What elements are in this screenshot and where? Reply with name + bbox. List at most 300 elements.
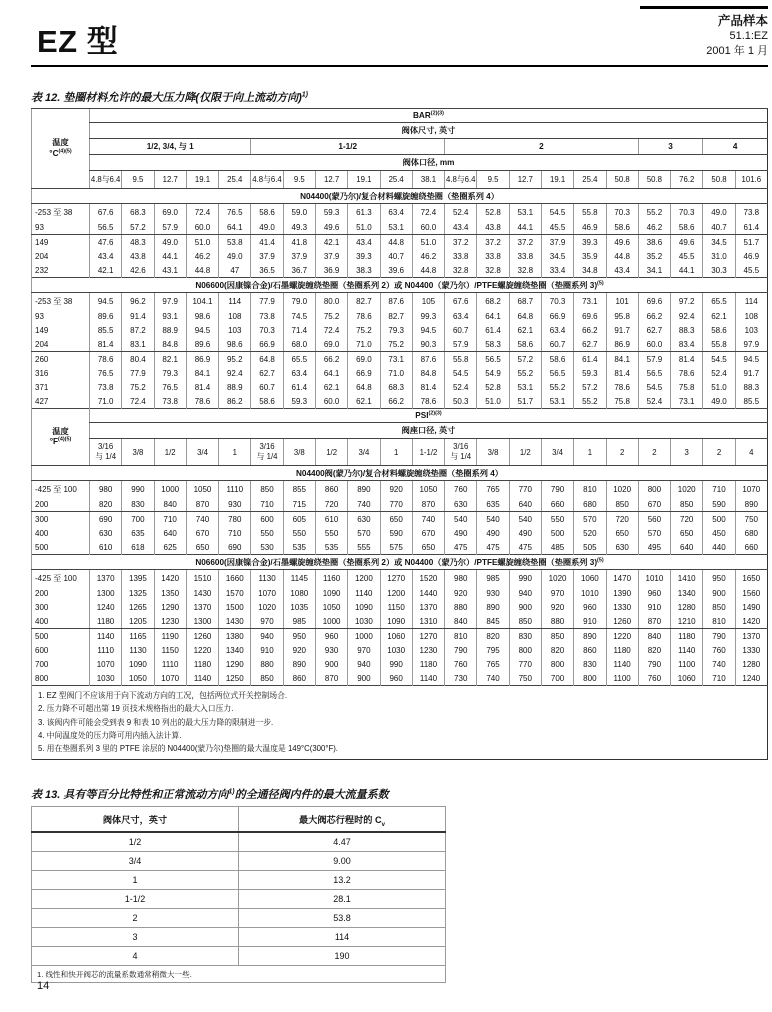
pressure-drop-value: 73.8 — [90, 380, 122, 394]
pressure-drop-value: 1100 — [606, 671, 638, 686]
temperature-cell: 93 — [32, 309, 90, 323]
pressure-drop-value: 1140 — [671, 643, 703, 657]
pressure-drop-value: 570 — [638, 526, 670, 540]
pressure-drop-value: 44.8 — [412, 263, 444, 278]
pressure-drop-value: 1470 — [606, 570, 638, 587]
pressure-drop-value: 105 — [412, 293, 444, 310]
pressure-drop-value: 900 — [315, 657, 347, 671]
pressure-drop-value: 64.1 — [477, 309, 509, 323]
pressure-drop-value: 970 — [348, 643, 380, 657]
pressure-drop-value: 1390 — [606, 586, 638, 600]
pressure-drop-value: 78.6 — [606, 380, 638, 394]
pressure-drop-value: 1370 — [412, 600, 444, 614]
pressure-drop-value: 57.9 — [154, 220, 186, 235]
size-column-value: 1 — [574, 439, 606, 466]
pressure-drop-value: 44.1 — [154, 249, 186, 263]
pressure-drop-value: 73.8 — [735, 204, 767, 221]
pressure-drop-value: 710 — [154, 512, 186, 527]
pressure-drop-value: 52.8 — [477, 204, 509, 221]
pressure-drop-value: 475 — [445, 540, 477, 555]
temperature-cell: -253 至 38 — [32, 293, 90, 310]
valve-size-cell: 1 — [32, 871, 239, 890]
pressure-drop-value: 700 — [122, 512, 154, 527]
gasket-section-header: N06600(因康镍合金)/石墨螺旋缠绕垫圈（垫圈系列 2）或 N04400（蒙乃尔）/PTFE螺旋缠绕垫圈（垫圈系列 3)$^{(5)}$ — [32, 278, 768, 293]
pressure-drop-value: 45.5 — [541, 220, 573, 235]
table-row — [32, 155, 768, 171]
table13-footnote-row — [32, 966, 446, 983]
pressure-drop-value: 1410 — [671, 570, 703, 587]
pressure-drop-value: 57.9 — [638, 352, 670, 367]
pressure-drop-value: 980 — [90, 481, 122, 498]
table-row — [32, 220, 768, 235]
pressure-drop-value: 1570 — [219, 586, 251, 600]
pressure-drop-value: 49.0 — [703, 394, 735, 409]
size-column-value: 19.1 — [541, 171, 573, 189]
pressure-drop-value: 640 — [509, 497, 541, 512]
pressure-drop-value: 910 — [251, 643, 283, 657]
size-column-value: 50.8 — [703, 171, 735, 189]
pressure-drop-value: 71.0 — [90, 394, 122, 409]
pressure-drop-value: 33.8 — [477, 249, 509, 263]
table13-row — [32, 947, 446, 966]
pressure-drop-value: 60.7 — [541, 337, 573, 352]
pressure-drop-value: 77.9 — [122, 366, 154, 380]
pressure-drop-value: 1020 — [251, 600, 283, 614]
pressure-drop-value: 98.6 — [219, 337, 251, 352]
pressure-drop-value: 97.9 — [154, 293, 186, 310]
pressure-drop-value: 740 — [412, 512, 444, 527]
pressure-drop-value: 800 — [574, 671, 606, 686]
pressure-drop-value: 990 — [509, 570, 541, 587]
pressure-drop-value: 870 — [412, 497, 444, 512]
pressure-drop-value: 820 — [638, 643, 670, 657]
pressure-drop-value: 790 — [638, 657, 670, 671]
pressure-drop-value: 89.6 — [90, 309, 122, 323]
pressure-drop-value: 940 — [251, 629, 283, 644]
pressure-drop-value: 760 — [638, 671, 670, 686]
pressure-drop-value: 71.0 — [380, 366, 412, 380]
pressure-drop-value: 72.4 — [412, 204, 444, 221]
table-row — [32, 497, 768, 512]
size-column-value: 2 — [703, 439, 735, 466]
pressure-drop-value: 81.4 — [671, 352, 703, 367]
pressure-drop-value: 61.3 — [348, 204, 380, 221]
table-row — [32, 171, 768, 189]
pressure-drop-value: 770 — [509, 657, 541, 671]
table12-footnotes-row — [32, 686, 768, 760]
pressure-drop-value: 650 — [186, 540, 218, 555]
pressure-drop-value: 31.0 — [703, 249, 735, 263]
pressure-drop-value: 64.8 — [348, 380, 380, 394]
table-row — [32, 235, 768, 250]
pressure-drop-value: 34.8 — [574, 263, 606, 278]
pressure-drop-value: 62.1 — [348, 394, 380, 409]
pressure-drop-value: 670 — [638, 497, 670, 512]
pressure-drop-value: 750 — [509, 671, 541, 686]
pressure-drop-value: 630 — [348, 512, 380, 527]
pressure-drop-value: 550 — [315, 526, 347, 540]
pressure-drop-value: 66.9 — [251, 337, 283, 352]
gasket-section-header: N04400阀(蒙乃尔)/复合材料螺旋缠绕垫圈（垫圈系列 4） — [32, 466, 768, 481]
pressure-drop-value: 50.3 — [445, 394, 477, 409]
pressure-drop-value: 37.2 — [445, 235, 477, 250]
table-row — [32, 512, 768, 527]
pressure-drop-value: 39.3 — [574, 235, 606, 250]
pressure-drop-value: 1030 — [90, 671, 122, 686]
pressure-drop-value: 1080 — [283, 586, 315, 600]
pressure-drop-value: 1380 — [219, 629, 251, 644]
pressure-drop-value: 475 — [509, 540, 541, 555]
size-column-value: 9.5 — [122, 171, 154, 189]
pressure-drop-value: 33.8 — [509, 249, 541, 263]
pressure-drop-value: 560 — [638, 512, 670, 527]
pressure-drop-value: 1260 — [606, 614, 638, 629]
temperature-cell: 400 — [32, 614, 90, 629]
pressure-drop-value: 73.1 — [380, 352, 412, 367]
pressure-drop-value: 920 — [541, 600, 573, 614]
doc-date: 2001 年 1 月 — [706, 44, 768, 57]
pressure-drop-value: 52.4 — [445, 380, 477, 394]
size-column-value: 1-1/2 — [412, 439, 444, 466]
pressure-drop-value: 790 — [703, 629, 735, 644]
pressure-drop-value: 740 — [703, 657, 735, 671]
pressure-drop-value: 575 — [380, 540, 412, 555]
pressure-drop-value: 43.1 — [154, 263, 186, 278]
pressure-drop-value: 1205 — [122, 614, 154, 629]
size-column-value: 2 — [606, 439, 638, 466]
pressure-drop-value: 610 — [315, 512, 347, 527]
pressure-drop-value: 710 — [703, 481, 735, 498]
size-column-value: 19.1 — [348, 171, 380, 189]
pressure-drop-value: 765 — [477, 657, 509, 671]
size-column-value: 1/2 — [154, 439, 186, 466]
pressure-drop-value: 47 — [219, 263, 251, 278]
pressure-drop-value: 740 — [477, 671, 509, 686]
pressure-drop-value: 53.1 — [509, 380, 541, 394]
pressure-drop-value: 1290 — [154, 600, 186, 614]
pressure-drop-value: 45.5 — [735, 263, 767, 278]
pressure-drop-value: 60.0 — [186, 220, 218, 235]
pressure-drop-value: 44.1 — [509, 220, 541, 235]
pressure-drop-value: 69.0 — [154, 204, 186, 221]
pressure-drop-value: 34.1 — [638, 263, 670, 278]
pressure-drop-value: 590 — [703, 497, 735, 512]
pressure-drop-value: 60.0 — [412, 220, 444, 235]
pressure-drop-value: 40.7 — [703, 220, 735, 235]
table-row — [32, 570, 768, 587]
pressure-drop-value: 39.6 — [380, 263, 412, 278]
pressure-drop-value: 760 — [445, 657, 477, 671]
pressure-drop-value: 800 — [541, 657, 573, 671]
pressure-drop-value: 60.7 — [445, 323, 477, 337]
pressure-drop-value: 32.8 — [509, 263, 541, 278]
pressure-drop-value: 81.4 — [186, 380, 218, 394]
pressure-drop-value: 63.4 — [541, 323, 573, 337]
pressure-drop-value: 570 — [348, 526, 380, 540]
pressure-drop-value: 55.2 — [541, 380, 573, 394]
pressure-drop-value: 1370 — [90, 570, 122, 587]
temperature-cell: 800 — [32, 671, 90, 686]
pressure-drop-value: 490 — [445, 526, 477, 540]
pressure-drop-value: 1090 — [348, 600, 380, 614]
pressure-drop-value: 630 — [90, 526, 122, 540]
pressure-drop-value: 750 — [735, 512, 767, 527]
pressure-drop-value: 65.5 — [283, 352, 315, 367]
pressure-drop-value: 1140 — [186, 671, 218, 686]
pressure-drop-value: 62.1 — [509, 323, 541, 337]
pressure-drop-value: 770 — [380, 497, 412, 512]
pressure-drop-value: 41.4 — [251, 235, 283, 250]
table-row — [32, 337, 768, 352]
pressure-drop-value: 610 — [90, 540, 122, 555]
pressure-drop-value: 440 — [703, 540, 735, 555]
pressure-drop-value: 985 — [477, 570, 509, 587]
pressure-drop-value: 1100 — [671, 657, 703, 671]
pressure-drop-value: 1050 — [412, 481, 444, 498]
size-column-value: 76.2 — [671, 171, 703, 189]
pressure-drop-value: 91.7 — [606, 323, 638, 337]
size-column-value: 4 — [735, 439, 767, 466]
table-row — [32, 671, 768, 686]
pressure-drop-value: 66.9 — [348, 366, 380, 380]
pressure-drop-value: 820 — [90, 497, 122, 512]
pressure-drop-value: 85.5 — [90, 323, 122, 337]
pressure-drop-value: 78.6 — [412, 394, 444, 409]
pressure-drop-value: 51.0 — [186, 235, 218, 250]
doc-number: 51.1:EZ — [729, 30, 768, 43]
pressure-drop-value: 52.4 — [703, 366, 735, 380]
pressure-drop-value: 66.2 — [315, 352, 347, 367]
temperature-cell: 316 — [32, 366, 90, 380]
size-column-value: 1 — [219, 439, 251, 466]
pressure-drop-value: 680 — [735, 526, 767, 540]
pressure-drop-value: 850 — [671, 497, 703, 512]
pressure-drop-value: 59.3 — [283, 394, 315, 409]
pressure-drop-value: 103 — [219, 323, 251, 337]
pressure-drop-value: 840 — [638, 629, 670, 644]
pressure-drop-value: 53.1 — [509, 204, 541, 221]
gasket-section-header: N04400(蒙乃尔)/复合材料螺旋缠绕垫圈（垫圈系列 4） — [32, 189, 768, 204]
pressure-drop-value: 1230 — [412, 643, 444, 657]
pressure-drop-value: 84.8 — [412, 366, 444, 380]
pressure-drop-value: 49.0 — [219, 249, 251, 263]
temperature-column-header: 温度 $^\circ F^{(4)(5)}$ — [32, 409, 90, 466]
cv-value-cell: 4.47 — [239, 832, 446, 852]
pressure-drop-value: 970 — [541, 586, 573, 600]
pressure-drop-value: 800 — [509, 643, 541, 657]
size-column-value: 3/8 — [477, 439, 509, 466]
pressure-drop-value: 82.1 — [154, 352, 186, 367]
size-column-value: 9.5 — [283, 171, 315, 189]
valve-size-group: 3 — [638, 139, 703, 155]
pressure-drop-value: 1035 — [283, 600, 315, 614]
pressure-drop-value: 94.5 — [412, 323, 444, 337]
pressure-drop-value: 1220 — [606, 629, 638, 644]
table-row — [32, 409, 768, 423]
pressure-drop-value: 1090 — [122, 657, 154, 671]
pressure-drop-value: 57.2 — [122, 220, 154, 235]
temperature-cell: 200 — [32, 497, 90, 512]
pressure-drop-value: 49.3 — [283, 220, 315, 235]
pressure-drop-value: 1030 — [348, 614, 380, 629]
pressure-drop-value: 61.4 — [574, 352, 606, 367]
pressure-drop-value: 920 — [380, 481, 412, 498]
pressure-drop-value: 114 — [219, 293, 251, 310]
temperature-cell: 149 — [32, 235, 90, 250]
pressure-drop-value: 740 — [186, 512, 218, 527]
pressure-drop-value: 73.8 — [251, 309, 283, 323]
pressure-drop-value: 1090 — [315, 586, 347, 600]
pressure-drop-value: 1350 — [154, 586, 186, 600]
pressure-drop-value: 56.5 — [541, 366, 573, 380]
pressure-drop-value: 97.9 — [735, 337, 767, 352]
pressure-drop-value: 41.8 — [283, 235, 315, 250]
pressure-drop-value: 56.5 — [90, 220, 122, 235]
table13-row — [32, 832, 446, 852]
pressure-drop-value: 720 — [315, 497, 347, 512]
pressure-drop-value: 1440 — [412, 586, 444, 600]
size-column-value: 12.7 — [154, 171, 186, 189]
pressure-drop-value: 625 — [154, 540, 186, 555]
table-row — [32, 263, 768, 278]
pressure-drop-value: 1310 — [412, 614, 444, 629]
dimension-header: 阀座口径, 英寸 — [90, 423, 768, 439]
size-column-value: 25.4 — [219, 171, 251, 189]
pressure-drop-value: 760 — [703, 643, 735, 657]
pressure-drop-value: 81.4 — [606, 366, 638, 380]
pressure-drop-value: 640 — [671, 540, 703, 555]
pressure-drop-value: 34.5 — [703, 235, 735, 250]
pressure-drop-value: 37.9 — [315, 249, 347, 263]
pressure-drop-value: 58.6 — [251, 394, 283, 409]
pressure-drop-value: 88.9 — [219, 380, 251, 394]
pressure-drop-value: 95.8 — [606, 309, 638, 323]
pressure-drop-value: 47.6 — [90, 235, 122, 250]
table-footnote: 5. 用在垫圈系列 3 里的 PTFE 涂层的 N04400(蒙乃尔)垫圈的最大温度是 149°C(300°F). — [38, 744, 338, 753]
pressure-drop-value: 570 — [574, 512, 606, 527]
pressure-drop-value: 1150 — [380, 600, 412, 614]
pressure-drop-value: 900 — [509, 600, 541, 614]
pressure-drop-value: 88.3 — [671, 323, 703, 337]
pressure-drop-value: 855 — [283, 481, 315, 498]
pressure-drop-value: 1280 — [671, 600, 703, 614]
pressure-drop-value: 1500 — [219, 600, 251, 614]
pressure-drop-value: 63.4 — [380, 204, 412, 221]
pressure-drop-value: 64.1 — [219, 220, 251, 235]
size-column-value: 1/2 — [315, 439, 347, 466]
pressure-drop-value: 700 — [541, 671, 573, 686]
pressure-drop-value: 1160 — [315, 570, 347, 587]
pressure-drop-value: 86.9 — [606, 337, 638, 352]
pressure-drop-value: 68.2 — [477, 293, 509, 310]
pressure-drop-value: 1510 — [186, 570, 218, 587]
pressure-drop-value: 49.6 — [671, 235, 703, 250]
table-row — [32, 352, 768, 367]
pressure-drop-value: 49.0 — [703, 204, 735, 221]
pressure-drop-value: 850 — [251, 671, 283, 686]
table-row — [32, 278, 768, 293]
pressure-drop-value: 490 — [477, 526, 509, 540]
pressure-drop-value: 99.3 — [412, 309, 444, 323]
pressure-drop-value: 550 — [251, 526, 283, 540]
pressure-drop-value: 63.4 — [283, 366, 315, 380]
pressure-drop-value: 35.2 — [638, 249, 670, 263]
pressure-drop-value: 52.4 — [445, 204, 477, 221]
pressure-drop-value: 450 — [703, 526, 735, 540]
temperature-cell: 93 — [32, 220, 90, 235]
pressure-drop-value: 618 — [122, 540, 154, 555]
pressure-drop-value: 1395 — [122, 570, 154, 587]
pressure-drop-value: 1300 — [90, 586, 122, 600]
table-row — [32, 309, 768, 323]
pressure-drop-value: 1190 — [154, 629, 186, 644]
header-top-rule — [640, 6, 768, 9]
pressure-drop-value: 940 — [348, 657, 380, 671]
pressure-drop-value: 650 — [380, 512, 412, 527]
pressure-drop-value: 1520 — [412, 570, 444, 587]
pressure-drop-value: 790 — [445, 643, 477, 657]
pressure-drop-value: 1140 — [348, 586, 380, 600]
pressure-drop-value: 990 — [122, 481, 154, 498]
pressure-drop-value: 1430 — [219, 614, 251, 629]
dimension-header: 阀体尺寸, 英寸 — [90, 123, 768, 139]
pressure-drop-value: 57.2 — [509, 352, 541, 367]
pressure-drop-value: 58.6 — [251, 204, 283, 221]
pressure-drop-value: 96.2 — [122, 293, 154, 310]
pressure-drop-value: 790 — [541, 481, 573, 498]
pressure-drop-value: 830 — [574, 657, 606, 671]
pressure-drop-value: 42.1 — [315, 235, 347, 250]
pressure-drop-value: 710 — [219, 526, 251, 540]
pressure-drop-value: 710 — [251, 497, 283, 512]
pressure-drop-value: 75.2 — [315, 309, 347, 323]
pressure-drop-value: 97.2 — [671, 293, 703, 310]
cv-value-cell: 13.2 — [239, 871, 446, 890]
pressure-drop-value: 33.8 — [445, 249, 477, 263]
pressure-drop-value: 650 — [671, 526, 703, 540]
pressure-drop-value: 1050 — [186, 481, 218, 498]
temperature-cell: 200 — [32, 586, 90, 600]
pressure-drop-value: 660 — [541, 497, 573, 512]
temperature-cell: 204 — [32, 337, 90, 352]
table13-col2-header — [239, 807, 446, 833]
size-column-value: 3/4 — [348, 439, 380, 466]
pressure-drop-value: 40.7 — [380, 249, 412, 263]
pressure-drop-value: 51.0 — [703, 380, 735, 394]
temperature-cell: 232 — [32, 263, 90, 278]
pressure-drop-value: 43.4 — [606, 263, 638, 278]
pressure-drop-value: 1070 — [154, 671, 186, 686]
pressure-drop-value: 1660 — [219, 570, 251, 587]
pressure-drop-value: 43.8 — [477, 220, 509, 235]
pressure-drop-value: 600 — [251, 512, 283, 527]
pressure-drop-value: 795 — [477, 643, 509, 657]
table-footnote: 2. 压力降不可超出第 19 页技术规格指出的最大入口压力. — [38, 704, 234, 714]
size-column-value: 4.8与6.4 — [445, 171, 477, 189]
pressure-drop-value: 49.6 — [315, 220, 347, 235]
bore-header: 阀体口径, mm — [90, 155, 768, 171]
pressure-drop-value: 60.0 — [315, 394, 347, 409]
table-row — [32, 380, 768, 394]
pressure-drop-value: 650 — [412, 540, 444, 555]
pressure-drop-value: 58.6 — [509, 337, 541, 352]
pressure-drop-value: 55.2 — [509, 366, 541, 380]
pressure-drop-value: 87.2 — [122, 323, 154, 337]
table12-title — [31, 89, 768, 105]
pressure-drop-value: 850 — [703, 600, 735, 614]
pressure-drop-value: 1240 — [735, 671, 767, 686]
pressure-drop-value: 660 — [735, 540, 767, 555]
